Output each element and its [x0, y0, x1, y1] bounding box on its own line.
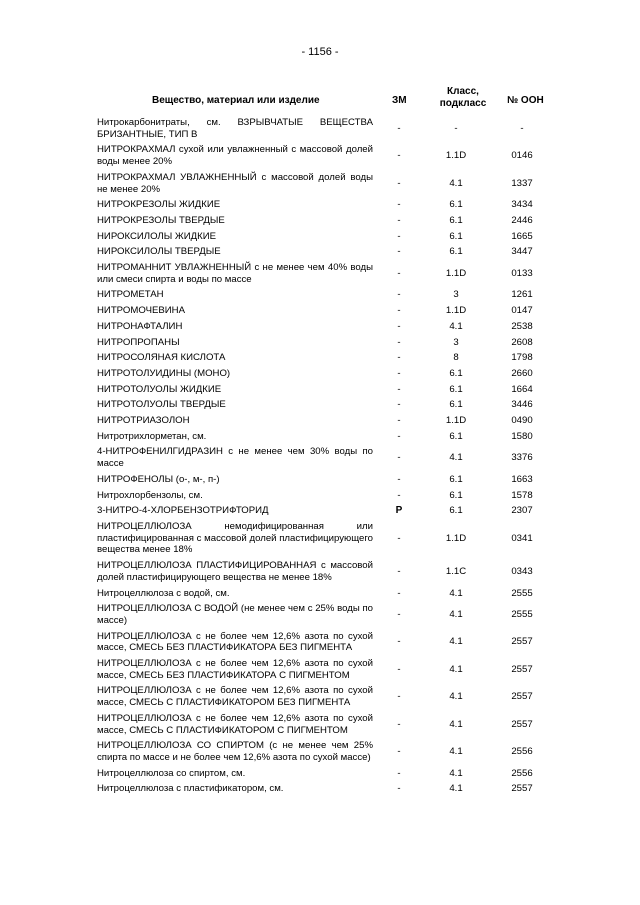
- substance-cell: НИТРОЦЕЛЛЮЛОЗА С ВОДОЙ (не менее чем с 25% воды по массе): [97, 603, 373, 626]
- table-row: [97, 711, 557, 738]
- un-number-cell: 2557: [511, 663, 533, 675]
- zm-cell: -: [397, 663, 401, 675]
- table-row: [97, 244, 557, 260]
- table-row: [97, 472, 557, 488]
- class-cell: 6.1: [449, 246, 463, 258]
- class-cell: 6.1: [449, 399, 463, 411]
- un-number-cell: 2557: [511, 718, 533, 730]
- zm-cell: -: [397, 289, 401, 301]
- zm-cell: -: [397, 305, 401, 317]
- zm-cell: -: [397, 352, 401, 364]
- un-number-cell: 2555: [511, 587, 533, 599]
- table-row: [97, 366, 557, 382]
- class-cell: 4.1: [449, 636, 463, 648]
- table-row: [97, 503, 557, 519]
- zm-cell: -: [397, 473, 401, 485]
- zm-cell: -: [397, 122, 401, 134]
- table-row: [97, 656, 557, 683]
- header-substance: Вещество, материал или изделие: [152, 95, 320, 106]
- un-number-cell: 1664: [511, 383, 533, 395]
- class-cell: 3: [453, 289, 459, 301]
- table-row: [97, 319, 557, 335]
- class-cell: 6.1: [449, 505, 463, 517]
- header-class-line2: подкласс: [439, 98, 487, 109]
- zm-cell: -: [397, 430, 401, 442]
- header-zm: ЗМ: [392, 95, 407, 106]
- class-cell: 1.1D: [445, 305, 467, 317]
- zm-cell: -: [397, 150, 401, 162]
- substance-cell: НИТРОМАННИТ УВЛАЖНЕННЫЙ с не менее чем 40% воды или смеси спирта и воды по массе: [97, 262, 373, 285]
- un-number-cell: 2538: [511, 320, 533, 332]
- zm-cell: -: [397, 532, 401, 544]
- un-number-cell: 2555: [511, 609, 533, 621]
- table-header: [97, 88, 559, 114]
- table-row: [97, 170, 557, 197]
- un-number-cell: 3447: [511, 246, 533, 258]
- class-cell: 6.1: [449, 383, 463, 395]
- zm-cell: Р: [395, 505, 403, 517]
- class-cell: 6.1: [449, 367, 463, 379]
- substance-cell: НИТРОЦЕЛЛЮЛОЗА с не более чем 12,6% азота по сухой массе, СМЕСЬ БЕЗ ПЛАСТИФИКАТОРА С ПИГМЕНТОМ: [97, 658, 373, 681]
- table-row: [97, 683, 557, 710]
- zm-cell: -: [397, 452, 401, 464]
- un-number-cell: 0147: [511, 305, 533, 317]
- un-number-cell: -: [520, 122, 524, 134]
- zm-cell: -: [397, 367, 401, 379]
- class-cell: 4.1: [449, 663, 463, 675]
- class-cell: 4.1: [449, 452, 463, 464]
- substance-cell: НИТРОЦЕЛЛЮЛОЗА СО СПИРТОМ (с не менее чем 25% спирта по массе и не более чем 12,6% азота по сухой массе): [97, 740, 373, 763]
- class-cell: 4.1: [449, 746, 463, 758]
- un-number-cell: 2660: [511, 367, 533, 379]
- un-number-cell: 3434: [511, 199, 533, 211]
- substance-cell: НИТРОТОЛУИДИНЫ (МОНО): [97, 367, 231, 379]
- table-row: [97, 429, 557, 445]
- zm-cell: -: [397, 177, 401, 189]
- un-number-cell: 2557: [511, 783, 533, 795]
- class-cell: 4.1: [449, 609, 463, 621]
- table-row: [97, 413, 557, 429]
- substance-cell: НИТРОКРЕЗОЛЫ ТВЕРДЫЕ: [97, 214, 225, 226]
- un-number-cell: 2556: [511, 746, 533, 758]
- table-row: [97, 303, 557, 319]
- class-cell: 4.1: [449, 177, 463, 189]
- substance-cell: НИТРОЦЕЛЛЮЛОЗА с не более чем 12,6% азота по сухой массе, СМЕСЬ С ПЛАСТИФИКАТОРОМ С ПИГМЕНТОМ: [97, 712, 373, 736]
- class-cell: 8: [453, 352, 459, 364]
- substance-cell: Нитроцеллюлоза со спиртом, см.: [97, 767, 246, 779]
- substance-cell: 3-НИТРО-4-ХЛОРБЕНЗОТРИФТОРИД: [97, 505, 269, 517]
- table-row: [97, 229, 557, 245]
- table-row: [97, 397, 557, 413]
- class-cell: 6.1: [449, 489, 463, 501]
- table-row: [97, 629, 557, 656]
- zm-cell: -: [397, 609, 401, 621]
- un-number-cell: 1580: [511, 430, 533, 442]
- un-number-cell: 1665: [511, 230, 533, 242]
- class-cell: 6.1: [449, 199, 463, 211]
- substance-cell: НИТРОТОЛУОЛЫ ТВЕРДЫЕ: [97, 399, 226, 411]
- zm-cell: -: [397, 489, 401, 501]
- substance-cell: НИТРОКРЕЗОЛЫ ЖИДКИЕ: [97, 199, 221, 211]
- substance-cell: НИТРОЦЕЛЛЮЛОЗА ПЛАСТИФИЦИРОВАННАЯ с массовой долей пластифицирующего вещества не менее 18%: [97, 560, 373, 583]
- zm-cell: -: [397, 636, 401, 648]
- table-row: [97, 586, 557, 602]
- table-row: [97, 142, 557, 169]
- un-number-cell: 0343: [511, 565, 533, 577]
- un-number-cell: 1663: [511, 473, 533, 485]
- class-cell: 1.1D: [445, 150, 467, 162]
- substance-cell: Нитротрихлорметан, см.: [97, 430, 207, 442]
- un-number-cell: 1337: [511, 177, 533, 189]
- substance-cell: НИТРОМОЧЕВИНА: [97, 305, 185, 317]
- class-cell: 4.1: [449, 320, 463, 332]
- class-cell: 4.1: [449, 691, 463, 703]
- table-row: [97, 335, 557, 351]
- class-cell: 4.1: [449, 783, 463, 795]
- table-row: [97, 350, 557, 366]
- table-row: [97, 519, 557, 558]
- zm-cell: -: [397, 718, 401, 730]
- zm-cell: -: [397, 214, 401, 226]
- un-number-cell: 2307: [511, 505, 533, 517]
- substance-cell: НИТРОПРОПАНЫ: [97, 336, 180, 348]
- zm-cell: -: [397, 320, 401, 332]
- un-number-cell: 2557: [511, 691, 533, 703]
- zm-cell: -: [397, 415, 401, 427]
- class-cell: 6.1: [449, 230, 463, 242]
- zm-cell: -: [397, 383, 401, 395]
- substance-cell: НИТРОФЕНОЛЫ (о-, м-, п-): [97, 473, 220, 485]
- table-row: [97, 382, 557, 398]
- un-number-cell: 2446: [511, 214, 533, 226]
- table-row: [97, 738, 557, 765]
- table-row: [97, 444, 557, 471]
- header-class: [432, 86, 494, 110]
- table-row: [97, 197, 557, 213]
- substance-cell: Нитроцеллюлоза с пластификатором, см.: [97, 783, 284, 795]
- table-row: [97, 601, 557, 628]
- un-number-cell: 0146: [511, 150, 533, 162]
- zm-cell: -: [397, 767, 401, 779]
- substance-cell: НИТРОКРАХМАЛ УВЛАЖНЕННЫЙ с массовой долей воды не менее 20%: [97, 171, 373, 195]
- un-number-cell: 0490: [511, 415, 533, 427]
- zm-cell: -: [397, 246, 401, 258]
- page-number: - 1156 -: [301, 46, 339, 58]
- class-cell: 1.1C: [445, 565, 467, 577]
- substance-cell: НИРОКСИЛОЛЫ ЖИДКИЕ: [97, 230, 217, 242]
- un-number-cell: 2608: [511, 336, 533, 348]
- substance-cell: НИТРОНАФТАЛИН: [97, 320, 183, 332]
- class-cell: 6.1: [449, 214, 463, 226]
- substance-cell: НИТРОКРАХМАЛ сухой или увлажненный с массовой долей воды менее 20%: [97, 144, 373, 168]
- zm-cell: -: [397, 587, 401, 599]
- class-cell: 1.1D: [445, 267, 467, 279]
- substance-cell: НИТРОТРИАЗОЛОН: [97, 415, 190, 427]
- zm-cell: -: [397, 746, 401, 758]
- class-cell: 6.1: [449, 430, 463, 442]
- header-class-line1: Класс,: [447, 86, 479, 97]
- header-un-number: № ООН: [507, 95, 544, 106]
- table-row: [97, 260, 557, 287]
- zm-cell: -: [397, 199, 401, 211]
- substance-cell: НИТРОЦЕЛЛЮЛОЗА с не более чем 12,6% азота по сухой массе, СМЕСЬ С ПЛАСТИФИКАТОРОМ БЕЗ ПИГМЕНТА: [97, 685, 373, 709]
- table-row: [97, 558, 557, 585]
- zm-cell: -: [397, 230, 401, 242]
- substance-cell: НИТРОСОЛЯНАЯ КИСЛОТА: [97, 352, 226, 364]
- table-row: [97, 766, 557, 782]
- substance-cell: Нитроцеллюлоза с водой, см.: [97, 587, 230, 599]
- substances-table: [97, 115, 557, 797]
- substance-cell: НИТРОЦЕЛЛЮЛОЗА с не более чем 12,6% азота по сухой массе, СМЕСЬ БЕЗ ПЛАСТИФИКАТОРА БЕЗ ПИГМЕНТА: [97, 630, 373, 654]
- table-row: [97, 115, 557, 142]
- un-number-cell: 2556: [511, 767, 533, 779]
- un-number-cell: 1578: [511, 489, 533, 501]
- un-number-cell: 0133: [511, 267, 533, 279]
- zm-cell: -: [397, 691, 401, 703]
- zm-cell: -: [397, 565, 401, 577]
- table-row: [97, 781, 557, 797]
- substance-cell: Нитрохлорбензолы, см.: [97, 489, 203, 501]
- substance-cell: Нитрокарбонитраты, см. ВЗРЫВЧАТЫЕ ВЕЩЕСТВА БРИЗАНТНЫЕ, ТИП В: [97, 117, 373, 140]
- class-cell: 4.1: [449, 767, 463, 779]
- table-row: [97, 287, 557, 303]
- zm-cell: -: [397, 399, 401, 411]
- zm-cell: -: [397, 783, 401, 795]
- class-cell: 3: [453, 336, 459, 348]
- substance-cell: 4-НИТРОФЕНИЛГИДРАЗИН с не менее чем 30% воды по массе: [97, 446, 373, 470]
- un-number-cell: 1798: [511, 352, 533, 364]
- class-cell: -: [454, 122, 458, 134]
- class-cell: 1.1D: [445, 532, 467, 544]
- class-cell: 6.1: [449, 473, 463, 485]
- un-number-cell: 2557: [511, 636, 533, 648]
- substance-cell: НИТРОЦЕЛЛЮЛОЗА немодифицированная или пластифицированная с массовой долей пластифицирующего вещества менее 18%: [97, 520, 373, 556]
- zm-cell: -: [397, 267, 401, 279]
- class-cell: 1.1D: [445, 415, 467, 427]
- substance-cell: НИТРОТОЛУОЛЫ ЖИДКИЕ: [97, 383, 222, 395]
- table-row: [97, 488, 557, 504]
- class-cell: 4.1: [449, 587, 463, 599]
- un-number-cell: 1261: [511, 289, 533, 301]
- substance-cell: НИРОКСИЛОЛЫ ТВЕРДЫЕ: [97, 246, 221, 258]
- un-number-cell: 0341: [511, 532, 533, 544]
- zm-cell: -: [397, 336, 401, 348]
- class-cell: 4.1: [449, 718, 463, 730]
- un-number-cell: 3376: [511, 452, 533, 464]
- substance-cell: НИТРОМЕТАН: [97, 289, 164, 301]
- table-row: [97, 213, 557, 229]
- un-number-cell: 3446: [511, 399, 533, 411]
